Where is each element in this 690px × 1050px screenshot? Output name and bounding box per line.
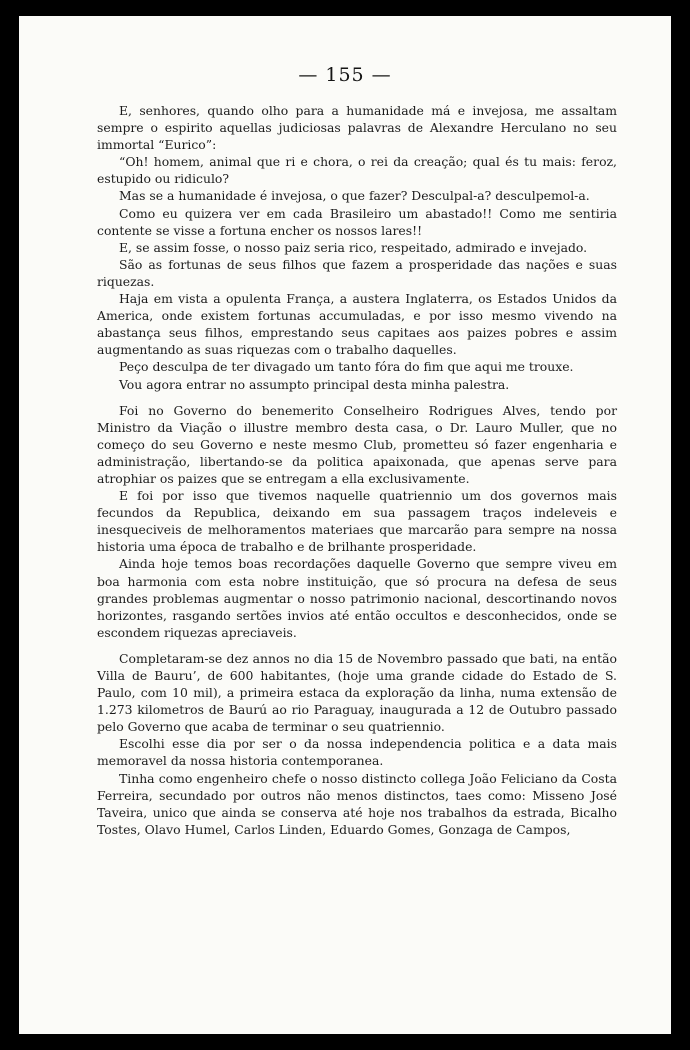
paragraph: Haja em vista a opulenta França, a austera Inglaterra, os Estados Unidos da America, onde existem fortunas accumuladas, e por isso mesmo vivendo na abastança seus filhos, emprestando seus capitaes aos paizes pobres e assim augmentando as suas riquezas com o trabalho daquelles.	[97, 291, 617, 358]
body-text	[97, 102, 617, 838]
paragraph: Completaram-se dez annos no dia 15 de Novembro passado que bati, na então Villa de Bauru’, de 600 habitantes, (hoje uma grande cidade do Estado de S. Paulo, com 10 mil), a primeira estaca da exploração da linha, numa extensão de 1.273 kilometros de Baurú ao rio Paraguay, inaugurada a 12 de Outubro passado pelo Governo que acaba de terminar o seu quatriennio.	[97, 650, 617, 735]
paragraph: E, se assim fosse, o nosso paiz seria rico, respeitado, admirado e invejado.	[119, 239, 588, 255]
paragraph: Vou agora entrar no assumpto principal desta minha palestra.	[119, 376, 510, 392]
paragraph: Como eu quizera ver em cada Brasileiro um abastado!! Como me sentiria contente se visse a fortuna encher os nossos lares!!	[97, 205, 617, 238]
paragraph: E, senhores, quando olho para a humanidade má e invejosa, me assaltam sempre o espirito aquellas judiciosas palavras de Alexandre Herculano no seu immortal “Eurico”:	[97, 103, 617, 153]
paragraph: E foi por isso que tivemos naquelle quatriennio um dos governos mais fecundos da Republica, deixando em sua passagem traços indeleveis e inesqueciveis de melhoramentos materiaes que marcarão para sempre na nossa historia uma época de trabalho e de brilhante prosperidade.	[97, 488, 617, 555]
paragraph: Escolhi esse dia por ser o da nossa independencia politica e a data mais memoravel da nossa historia contemporanea.	[97, 736, 617, 769]
paragraph: Tinha como engenheiro chefe o nosso distincto collega João Feliciano da Costa Ferreira, secundado por outros não menos distinctos, taes como: Misseno José Taveira, unico que ainda se conserva até hoje nos trabalhos da estrada, Bicalho Tostes, Olavo Humel, Carlos Linden, Eduardo Gomes, Gonzaga de Campos,	[97, 770, 617, 837]
paragraph: Peço desculpa de ter divagado um tanto fóra do fim que aqui me trouxe.	[119, 359, 574, 375]
page-number: — 155 —	[298, 64, 392, 86]
paragraph: Mas se a humanidade é invejosa, o que fazer? Desculpal-a? desculpemol-a.	[119, 188, 590, 204]
paragraph: “Oh! homem, animal que ri e chora, o rei da creação; qual és tu mais: feroz, estupido ou ridiculo?	[97, 154, 617, 187]
document-page	[19, 16, 671, 1034]
paragraph: Ainda hoje temos boas recordações daquelle Governo que sempre viveu em boa harmonia com esta nobre instituição, que só procura na defesa de seus grandes problemas augmentar o nosso patrimonio nacional, descortinando novos horizontes, rasgando sertões invios até então occultos e desconhecidos, onde se escondem riquezas apreciaveis.	[97, 556, 617, 640]
paragraph: Foi no Governo do benemerito Conselheiro Rodrigues Alves, tendo por Ministro da Viação o illustre membro desta casa, o Dr. Lauro Muller, que no começo do seu Governo e neste mesmo Club, prometteu só fazer engenharia e administração, libertando-se da politica apaixonada, que apenas serve para atrophiar os paizes que se entregam a ella exclusivamente.	[97, 402, 617, 486]
paragraph: São as fortunas de seus filhos que fazem a prosperidade das nações e suas riquezas.	[97, 256, 617, 289]
